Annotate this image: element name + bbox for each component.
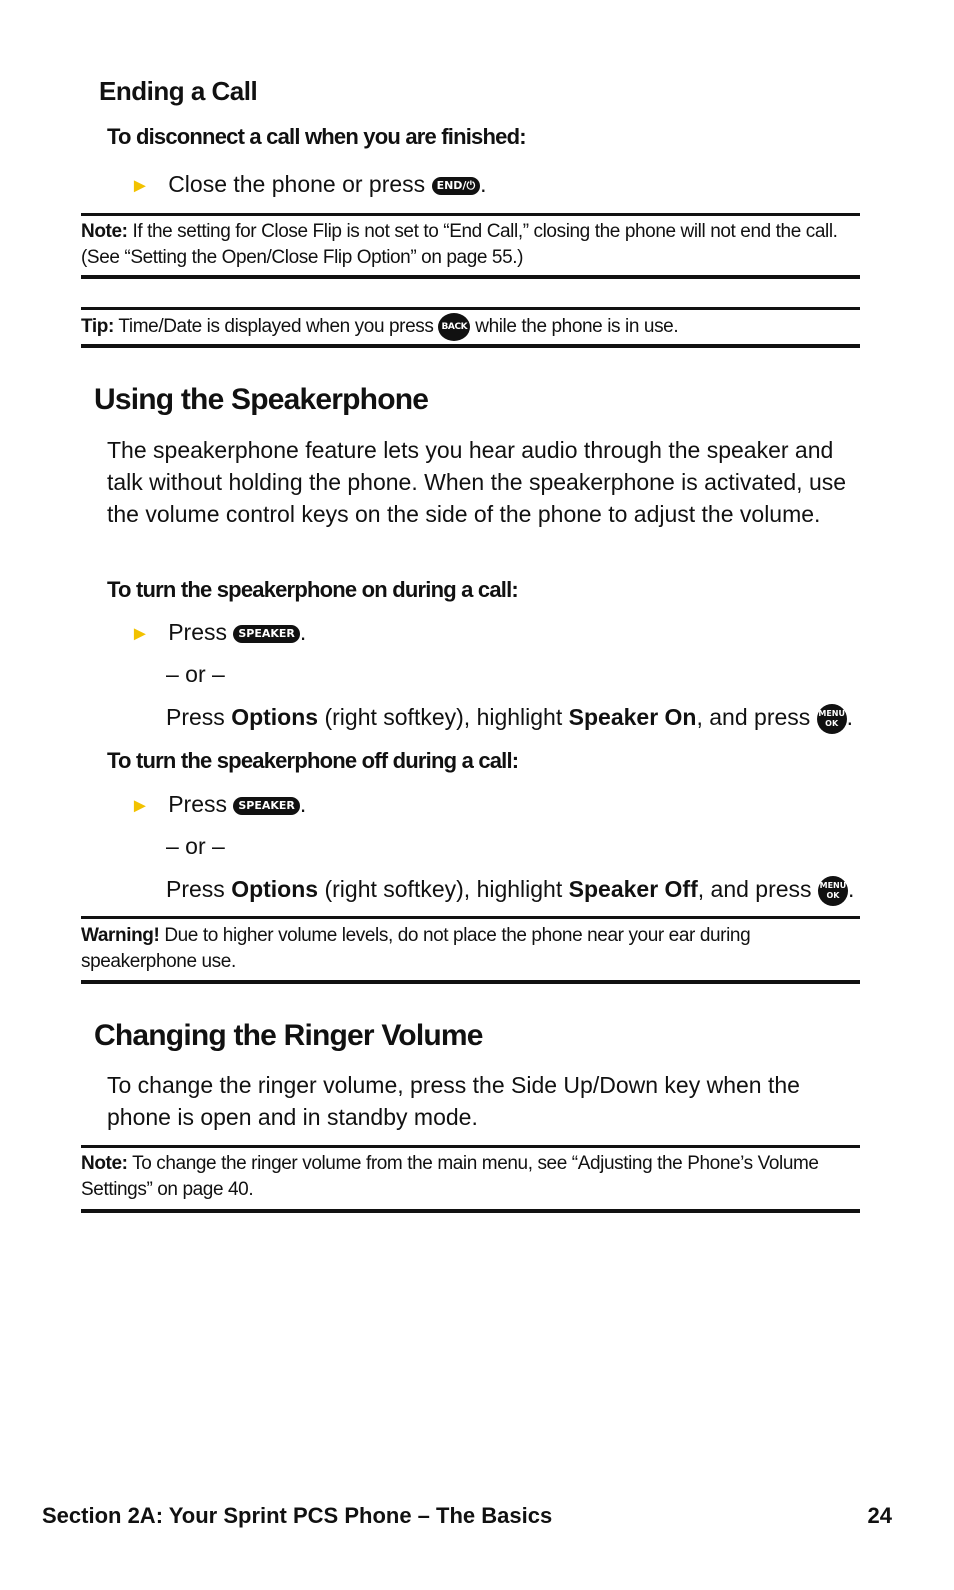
end-key-icon: END/⏻ <box>432 177 481 195</box>
warning-text: Due to higher volume levels, do not place the phone near your ear during speakerphone use. <box>81 925 751 972</box>
note-ringer <box>81 1151 860 1203</box>
divider <box>81 307 860 310</box>
divider <box>81 275 860 279</box>
divider <box>81 980 860 984</box>
divider <box>81 1209 860 1213</box>
note-close-flip <box>81 219 860 271</box>
speaker-title: Using the Speakerphone <box>94 383 429 416</box>
or-separator: – or – <box>166 661 225 687</box>
bullet-arrow-icon: ► <box>130 175 150 197</box>
note-text: To change the ringer volume from the main menu, see “Adjusting the Phone’s Volume Settings” on page 40. <box>81 1153 819 1200</box>
note-text: If the setting for Close Flip is not set to “End Call,” closing the phone will not end the call. (See “Setting the Open/Close Flip Option” on page 55.) <box>81 221 838 268</box>
speaker-on-subtitle: To turn the speakerphone on during a call: <box>107 577 518 602</box>
divider <box>81 916 860 919</box>
tip-label: Tip: <box>81 316 114 338</box>
or-separator: – or – <box>166 833 225 859</box>
divider <box>81 213 860 216</box>
ending-title: Ending a Call <box>99 76 258 106</box>
menu-ok-key-icon: MENU OK <box>817 704 847 734</box>
ringer-text: To change the ringer volume, press the Side Up/Down key when the phone is open and in standby mode. <box>107 1072 800 1130</box>
ending-subtitle: To disconnect a call when you are finished: <box>107 124 526 149</box>
speaker-key-icon: SPEAKER <box>233 625 300 643</box>
note-label: Note: <box>81 1153 128 1174</box>
speaker-off-alt-step: Press Options (right softkey), highlight Speaker Off, and press MENU OK . <box>166 873 854 906</box>
menu-ok-key-icon: MENU OK <box>818 876 848 906</box>
warning-box <box>81 923 860 975</box>
footer-section: Section 2A: Your Sprint PCS Phone – The Basics <box>42 1503 553 1528</box>
speaker-on-alt-step: Press Options (right softkey), highlight Speaker On, and press MENU OK . <box>166 701 853 734</box>
speaker-key-icon: SPEAKER <box>233 797 300 815</box>
divider <box>81 1145 860 1148</box>
speaker-intro: The speakerphone feature lets you hear audio through the speaker and talk without holding the phone. When the speakerphone is activated, use the volume control keys on the side of the phone to adjust the volume. <box>107 437 847 527</box>
back-key-icon: BACK <box>438 313 470 341</box>
bullet-arrow-icon: ► <box>130 623 150 645</box>
note-label: Note: <box>81 221 128 242</box>
bullet-arrow-icon: ► <box>130 795 150 817</box>
ringer-title: Changing the Ringer Volume <box>94 1019 483 1052</box>
warning-label: Warning! <box>81 925 160 946</box>
speaker-off-subtitle: To turn the speakerphone off during a call: <box>107 748 519 773</box>
page-number: 24 <box>867 1503 892 1528</box>
speaker-on-step: ► Press SPEAKER . <box>130 619 307 645</box>
divider <box>81 344 860 348</box>
tip-box: Tip: Time/Date is displayed when you press BACK while the phone is in use. <box>81 313 860 341</box>
speaker-off-step: ► Press SPEAKER . <box>130 791 307 817</box>
ending-step: ► Close the phone or press END/⏻ . <box>130 171 487 197</box>
